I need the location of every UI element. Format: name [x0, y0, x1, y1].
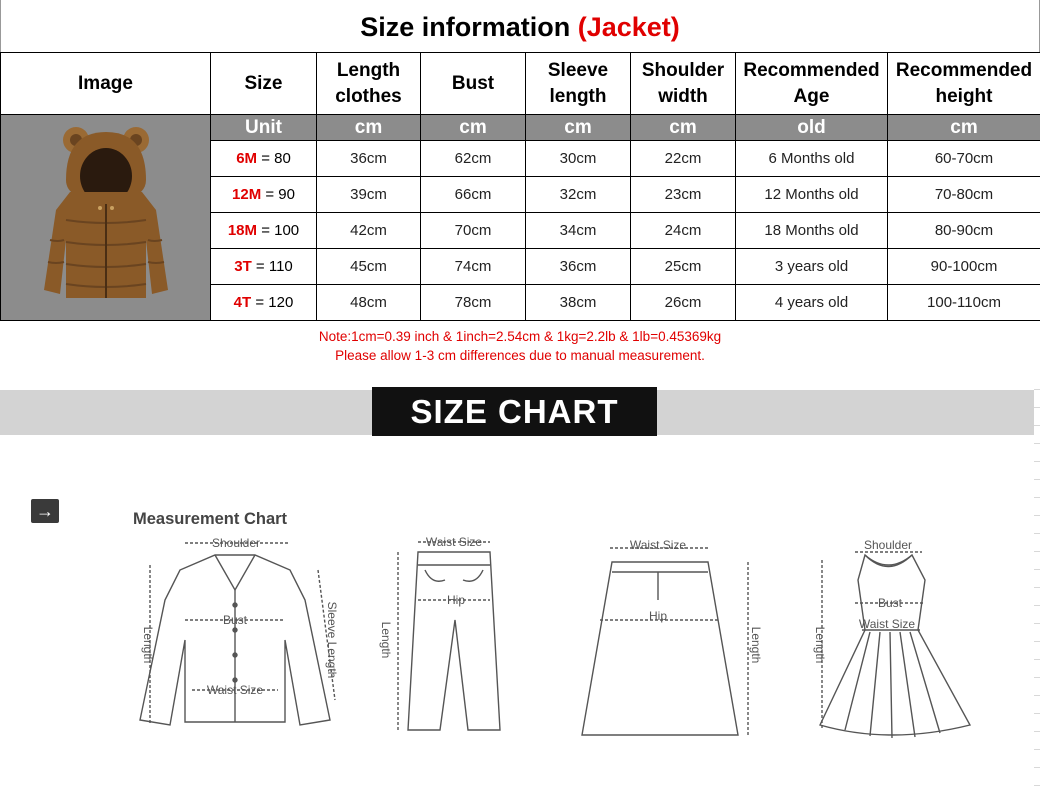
title-accent: (Jacket) — [577, 12, 680, 42]
length-cell: 42cm — [317, 213, 421, 249]
dress-waist-label: Waist Size — [858, 617, 916, 631]
age-cell: 12 Months old — [736, 177, 888, 213]
dress-diagram — [820, 552, 970, 738]
unit-age: old — [736, 115, 888, 141]
shoulder-cell: 23cm — [631, 177, 736, 213]
note-conversion: Note:1cm=0.39 inch & 1inch=2.54cm & 1kg=2.2lb & 1lb=0.45369kg — [318, 329, 722, 344]
shoulder-cell: 25cm — [631, 249, 736, 285]
sleeve-cell: 34cm — [526, 213, 631, 249]
unit-sleeve: cm — [526, 115, 631, 141]
header-size: Size — [211, 53, 317, 115]
pants-diagram — [398, 542, 500, 730]
header-shoulder: Shoulder width — [631, 53, 736, 115]
shirt-diagram — [140, 543, 335, 725]
size-cell: 3T = 110 — [211, 249, 317, 285]
age-cell: 4 years old — [736, 285, 888, 321]
height-cell: 60-70cm — [888, 141, 1040, 177]
unit-label: Unit — [211, 115, 317, 141]
bust-cell: 66cm — [421, 177, 526, 213]
size-cell: 18M = 100 — [211, 213, 317, 249]
unit-height: cm — [888, 115, 1040, 141]
height-cell: 70-80cm — [888, 177, 1040, 213]
shirt-shoulder-label: Shoulder — [211, 536, 261, 550]
size-cell: 4T = 120 — [211, 285, 317, 321]
skirt-diagram — [582, 548, 748, 735]
sleeve-cell: 36cm — [526, 249, 631, 285]
height-cell: 90-100cm — [888, 249, 1040, 285]
header-height: Recommended height — [888, 53, 1040, 115]
bust-cell: 62cm — [421, 141, 526, 177]
sleeve-cell: 32cm — [526, 177, 631, 213]
pants-waist-label: Waist Size — [425, 535, 483, 549]
measurement-chart-title: Measurement Chart — [133, 510, 288, 528]
sleeve-cell: 30cm — [526, 141, 631, 177]
pants-length-label: Length — [379, 621, 393, 659]
note-tolerance: Please allow 1-3 cm differences due to manual measurement. — [335, 348, 705, 363]
age-cell: 6 Months old — [736, 141, 888, 177]
shirt-bust-label: Bust — [222, 613, 248, 627]
arrow-right-icon: → — [31, 499, 59, 523]
length-cell: 48cm — [317, 285, 421, 321]
header-age: Recommended Age — [736, 53, 888, 115]
size-chart-banner: SIZE CHART — [372, 387, 657, 436]
dress-bust-label: Bust — [877, 596, 903, 610]
skirt-hip-label: Hip — [648, 609, 668, 623]
length-cell: 39cm — [317, 177, 421, 213]
length-cell: 45cm — [317, 249, 421, 285]
shirt-length-label: Length — [141, 626, 155, 664]
unit-bust: cm — [421, 115, 526, 141]
shoulder-cell: 26cm — [631, 285, 736, 321]
size-cell: 6M = 80 — [211, 141, 317, 177]
age-cell: 18 Months old — [736, 213, 888, 249]
sleeve-cell: 38cm — [526, 285, 631, 321]
dress-shoulder-label: Shoulder — [863, 538, 913, 552]
header-image: Image — [1, 53, 211, 115]
shoulder-cell: 22cm — [631, 141, 736, 177]
size-cell: 12M = 90 — [211, 177, 317, 213]
dress-length-label: Length — [813, 626, 827, 664]
title-main: Size information — [360, 12, 571, 42]
bust-cell: 70cm — [421, 213, 526, 249]
unit-shoulder: cm — [631, 115, 736, 141]
shirt-sleeve-label: Sleeve Length — [325, 601, 339, 679]
length-cell: 36cm — [317, 141, 421, 177]
shirt-waist-label: Waist Size — [206, 683, 264, 697]
bust-cell: 78cm — [421, 285, 526, 321]
pants-hip-label: Hip — [446, 593, 466, 607]
header-bust: Bust — [421, 53, 526, 115]
skirt-waist-label: Waist Size — [629, 538, 687, 552]
unit-length: cm — [317, 115, 421, 141]
bust-cell: 74cm — [421, 249, 526, 285]
height-cell: 80-90cm — [888, 213, 1040, 249]
header-sleeve: Sleeve length — [526, 53, 631, 115]
age-cell: 3 years old — [736, 249, 888, 285]
skirt-length-label: Length — [749, 626, 763, 664]
shoulder-cell: 24cm — [631, 213, 736, 249]
header-length: Length clothes — [317, 53, 421, 115]
height-cell: 100-110cm — [888, 285, 1040, 321]
